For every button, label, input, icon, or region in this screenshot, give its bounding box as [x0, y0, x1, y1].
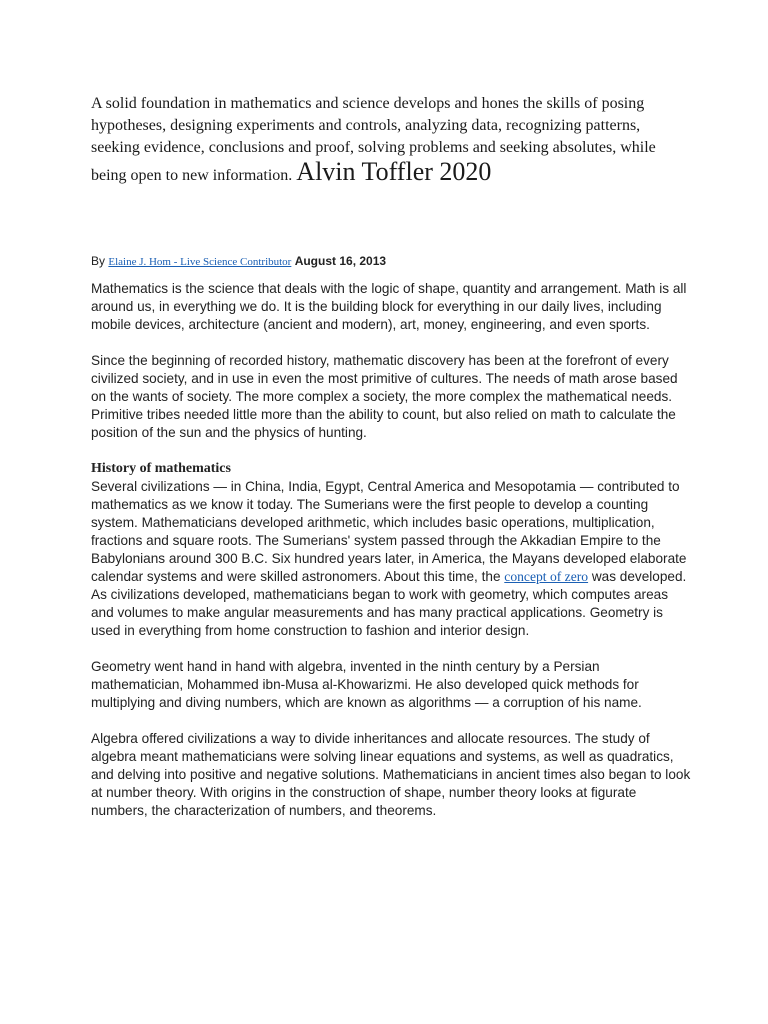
concept-of-zero-link[interactable]: concept of zero	[504, 569, 589, 584]
paragraph-algebra-uses: Algebra offered civilizations a way to divide inheritances and allocate resources. The study of algebra meant mathematicians were solving linear equations and systems, as well as quadratics, and delving into positive and negative solutions. Mathematicians in ancient times also began to look at number theory. With origins in the construction of shape, number theory looks at figurate numbers, the characterization of numbers, and theorems.	[91, 731, 691, 818]
article-body	[91, 280, 691, 838]
author-link[interactable]: Elaine J. Hom - Live Science Contributor	[108, 256, 292, 268]
paragraph-intro: Mathematics is the science that deals with the logic of shape, quantity and arrangement. Math is all around us, in everything we do. It is the building block for everything in our daily lives, including mobile devices, architecture (ancient and modern), art, money, engineering, and even sports.	[91, 281, 687, 332]
epigraph-quote	[91, 93, 691, 187]
paragraph-history-overview: Since the beginning of recorded history, mathematic discovery has been at the forefront of every civilized society, and in use in even the most primitive of cultures. The needs of math arose based on the wants of society. The more complex a society, the more complex the mathematical needs. Primitive tribes needed little more than the ability to count, but also relied on math to calculate the position of the sun and the physics of hunting.	[91, 353, 678, 440]
section-heading-history: History of mathematics	[91, 461, 231, 476]
quote-text: A solid foundation in mathematics and science develops and hones the skills of posing hypotheses, designing experiments and controls, analyzing data, recognizing patterns, seeking evidence, conclusions and proof, solving problems and seeking absolutes, while being open to new information.	[91, 95, 656, 184]
byline-prefix: By	[91, 254, 106, 268]
paragraph-civilizations-tail: was developed.	[591, 569, 687, 584]
byline	[91, 254, 386, 268]
paragraph-civilizations-text: Several civilizations — in China, India, Egypt, Central America and Mesopotamia — contributed to mathematics as we know it today. The Sumerians were the first people to develop a counting system. Mathematicians developed arithmetic, which includes basic operations, multiplication, fractions and square roots. The Sumerians' system passed through the Akkadian Empire to the Babylonians around 300 B.C. Six hundred years later, in America, the Mayans developed elaborate calendar systems and were skilled astronomers. About this time, the	[91, 479, 687, 584]
publish-date: August 16, 2013	[294, 254, 387, 268]
quote-author: Alvin Toffler 2020	[296, 157, 492, 186]
paragraph-geometry: As civilizations developed, mathematicians began to work with geometry, which computes areas and volumes to make angular measurements and has many practical applications. Geometry is used in everything from home construction to fashion and interior design.	[91, 587, 669, 638]
paragraph-civilizations	[91, 478, 691, 586]
paragraph-algebra-origin: Geometry went hand in hand with algebra, invented in the ninth century by a Persian mathematician, Mohammed ibn-Musa al-Khowarizmi. He also developed quick methods for multiplying and diving numbers, which are known as algorithms — a corruption of his name.	[91, 659, 642, 710]
